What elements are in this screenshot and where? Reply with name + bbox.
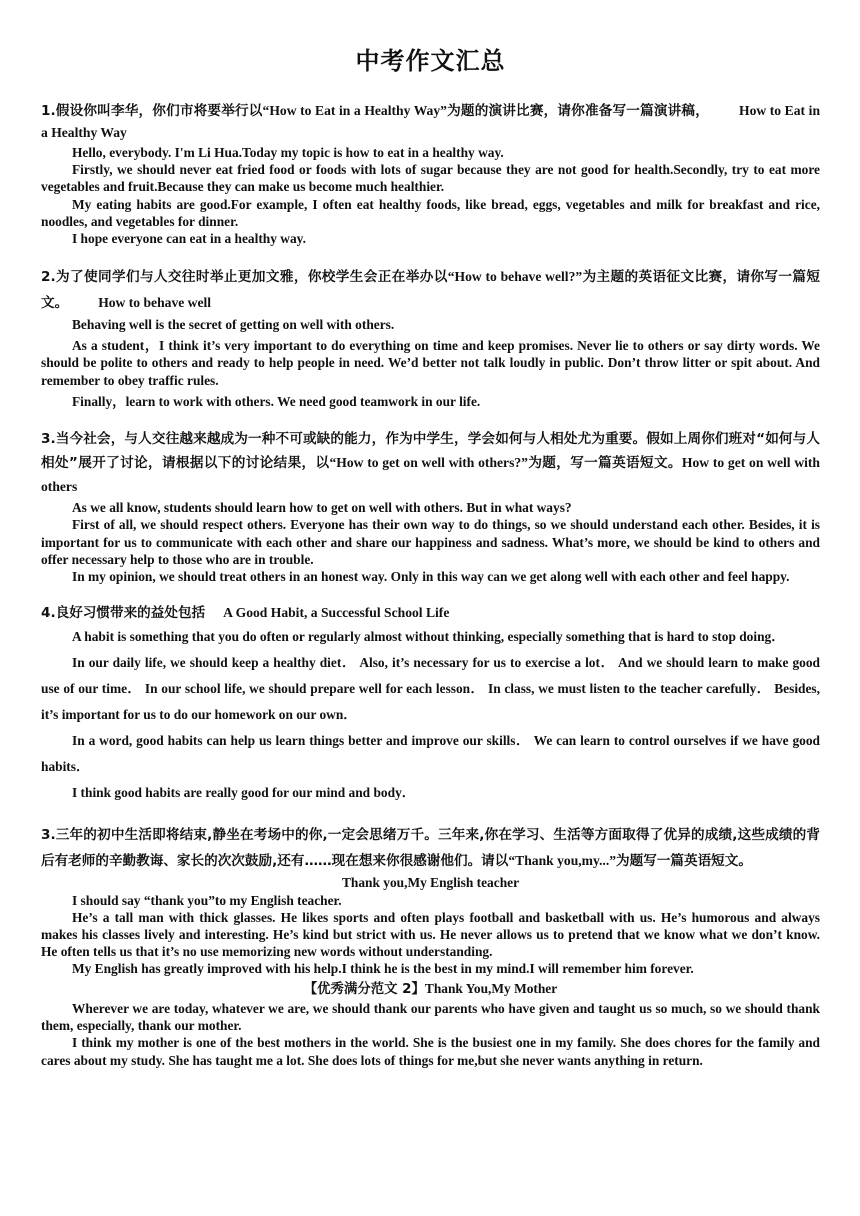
prompt-text: 3.当今社会，与人交往越来越成为一种不可或缺的能力，作为中学生，学会如何与人相处尤为重要。假如上周你们班对“如何与人相处”展开了讨论，请根据以下的讨论结果，以 — [41, 431, 820, 472]
essay-section-2 — [41, 264, 820, 410]
paragraph: In our daily life, we should keep a healthy diet． Also, it’s necessary for us to exercise a lot． And we should learn to make good use of our time． In our school life, we should prepare well for each lesson． In class, we must listen to the teacher carefully． Besides, it’s important for us to do our homework on our own． — [41, 655, 820, 723]
question-prompt — [41, 100, 820, 144]
paragraph: In a word, good habits can help us learn things better and improve our skills． We can learn to control ourselves if we have good habits． — [41, 733, 820, 775]
essay-heading: How to get on well with others — [41, 455, 820, 495]
paragraph: I hope everyone can eat in a healthy way. — [72, 231, 306, 247]
heading-title: Thank You,My Mother — [424, 980, 558, 996]
essay-section-4 — [41, 602, 820, 806]
paragraph: He’s a tall man with thick glasses. He likes sports and often plays football and basketball with us. He’s humorous and always makes his classes lively and interesting. He’s kind but strict with us. He never allows us to pretend that we know what we don’t know. He often tells us that it’s no use memorizing new words without understanding. — [41, 909, 820, 960]
essay-heading: How to Eat in a Healthy Way — [41, 103, 820, 140]
paragraph: In my opinion, we should treat others in an honest way. Only in this way can we get along well with each other and feel happy. — [72, 569, 790, 584]
paragraph: Hello, everybody. I'm Li Hua.Today my topic is how to eat in a healthy way. — [72, 145, 504, 160]
prompt-text: 为主题的英语征文比赛，请你写一篇短文。 — [41, 269, 820, 312]
page-title: 中考作文汇总 — [355, 47, 506, 75]
prompt-text: 为题的演讲比赛，请你准备写一篇演讲稿， — [446, 103, 709, 119]
prompt-text: 为题写一篇英语短文。 — [616, 853, 752, 870]
prompt-topic: “Thank you,my...” — [508, 853, 617, 869]
prompt-text: 2.为了使同学们与人交往时举止更加文雅，你校学生会正在举办以 — [41, 269, 448, 286]
prompt-text: 3.三年的初中生活即将结束,静坐在考场中的你,一定会思绪万千。三年来,你在学习、生活等方面取得了优异的成绩,这些成绩的背后有老师的辛勤教诲、家长的次次鼓励,还有……现在想来你很感谢他们。请以 — [41, 827, 820, 870]
paragraph: I think good habits are really good for our mind and body． — [72, 785, 416, 801]
prompt-text: 为题，写一篇英语短文。 — [527, 455, 682, 472]
paragraph: Wherever we are today, whatever we are, we should thank our parents who have given and taught us so much, so we should thank them, especially, thank our mother. — [41, 1001, 820, 1034]
question-prompt — [41, 602, 820, 624]
paragraph: First of all, we should respect others. Everyone has their own way to do things, so we should understand each other. Besides, it is important for us to communicate with each other and share our happiness and sadness. What’s more, we should be kind to others and offer necessary help to those who are in trouble. — [41, 517, 820, 567]
prompt-topic: “How to Eat in a Healthy Way” — [262, 103, 447, 118]
prompt-text: 1.假设你叫李华，你们市将要举行以 — [41, 103, 263, 119]
essay-heading: A Good Habit, a Successful School Life — [223, 605, 450, 621]
essay-heading: How to behave well — [98, 295, 212, 311]
question-prompt — [41, 823, 820, 874]
heading-label: 【优秀满分范文 2】 — [303, 981, 425, 997]
essay-section-3 — [41, 427, 820, 585]
essay-section-5 — [41, 823, 820, 1069]
paragraph: Behaving well is the secret of getting on well with others. — [72, 317, 395, 333]
prompt-text: 4.良好习惯带来的益处包括 — [41, 605, 206, 622]
paragraph: As we all know, students should learn how to get on well with others. But in what ways? — [72, 500, 572, 516]
question-prompt — [41, 427, 820, 499]
paragraph: Firstly, we should never eat fried food or foods with lots of sugar because they are not good for health.Secondly, try to eat more vegetables and fruit.Because they can make us become much healthier. — [41, 162, 820, 195]
paragraph: I think my mother is one of the best mothers in the world. She is the busiest one in my family. She does chores for the family and cares about my study. She has taught me a lot. She does lots of things for me,but she never wants anything in return. — [41, 1035, 820, 1068]
paragraph: I should say “thank you”to my English teacher. — [72, 892, 342, 908]
paragraph: My English has greatly improved with his help.I think he is the best in my mind.I will remember him forever. — [72, 961, 694, 977]
paragraph: My eating habits are good.For example, I often eat healthy foods, like bread, eggs, vegetables and milk for breakfast and rice, noodles, and vegetables for dinner. — [41, 196, 820, 229]
paragraph: Finally，learn to work with others. We need good teamwork in our life. — [72, 393, 481, 409]
essay-heading: Thank you,My English teacher — [341, 875, 520, 891]
prompt-topic: “How to get on well with others?” — [329, 455, 528, 471]
essay-section-1 — [41, 100, 820, 247]
paragraph: A habit is something that you do often or regularly almost without thinking, especially something that is hard to stop doing． — [72, 629, 785, 645]
essay-heading-2 — [41, 980, 820, 998]
prompt-topic: “How to behave well?” — [447, 269, 583, 285]
question-prompt — [41, 264, 820, 316]
paragraph: As a student，I think it’s very important to do everything on time and keep promises. Never lie to others or say dirty words. We should be polite to others and ready to help people in need. We’d better not talk loudly in public. Don’t throw litter or spit about. And remember to obey traffic rules. — [41, 337, 820, 388]
